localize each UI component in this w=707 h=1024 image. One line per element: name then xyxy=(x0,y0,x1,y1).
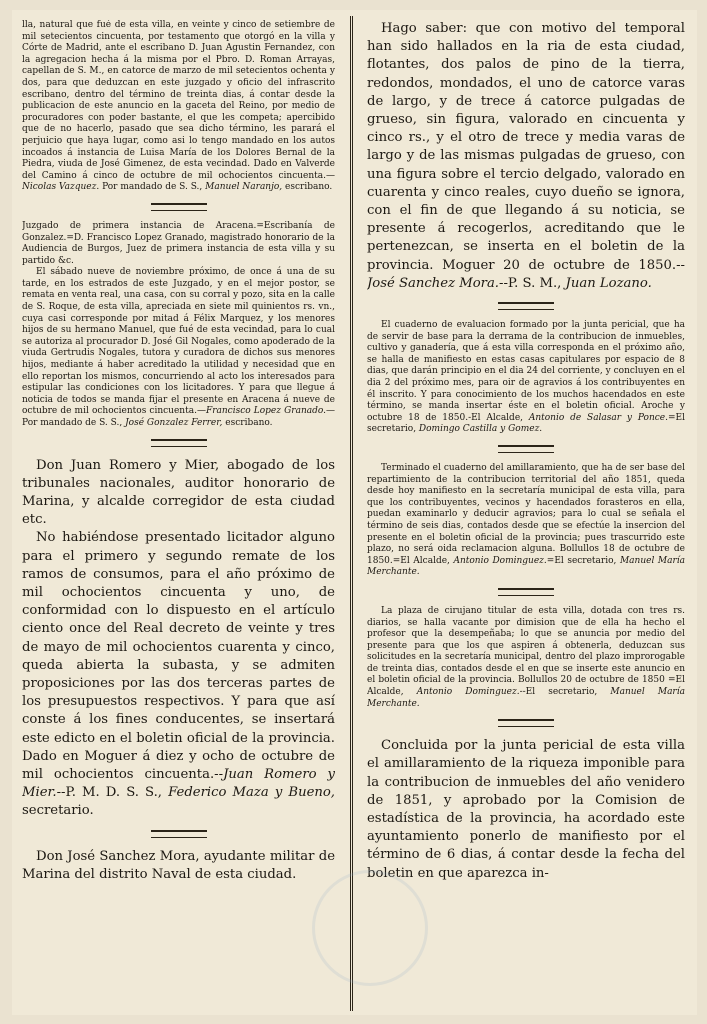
notice-bollullos-cirujano: La plaza de cirujano titular de esta villa, dotada con tres rs. diarios, se halla vacante por dimision que de ella ha hecho el profesor que la desempeñaba; lo que se anuncia por medio del presente para que los que aspiren á obtenerla, deduzcan sus solicitudes en la secretaría municipal, dentro del plazo improrogable de treinta dias, contados desde el en que se inserte este anuncio en el boletin oficial de la provincia. Bollullos 20 de octubre de 1850 =El Alcalde, Antonio Dominguez.--El secretario, Manuel María Merchante. xyxy=(367,605,685,709)
separator xyxy=(498,719,554,727)
notice-junta-pericial: Concluida por la junta pericial de esta villa el amillaramiento de la riqueza imponible para la contribucion de inmuebles del año venidero de 1851, y aprobado por la Comision de estadística de la provincia, ha acordado este ayuntamiento ponerlo de manifiesto por el término de 6 dias, á contar desde la fecha del boletin en que aparezca in- xyxy=(367,738,685,881)
separator xyxy=(151,830,207,838)
right-column xyxy=(367,20,685,1005)
separator xyxy=(498,588,554,596)
left-column xyxy=(22,20,335,1005)
notice-aroche: El cuaderno de evaluacion formado por la junta pericial, que ha de servir de base para la derrama de la contribucion de inmuebles, cultivo y ganadería, que á esta villa corresponda en el próximo año, se halla de manifiesto en estas casas capitulares por espacio de 8 dias, que darán principio en el dia 24 del corriente, y concluyen en el dia 2 del próximo mes, para oir de agravios á los contribuyentes en él inscrito. Y para conocimiento de los muchos hacendados en este término, se manda insertar éste en el boletin oficial. Aroche y octubre 18 de 1850.-El Alcalde, Antonio de Salasar y Ponce.=El secretario, Domingo Castilla y Gomez. xyxy=(367,320,685,435)
notice-marina-heading: Don José Sanchez Mora, ayudante militar de Marina del distrito Naval de esta ciudad. xyxy=(22,848,335,882)
newspaper-page xyxy=(12,10,697,1015)
notice-valverde: lla, natural que fué de esta villa, en veinte y cinco de setiembre de mil setecientos cincuenta, por testamento que otorgó en la villa y Córte de Madrid, ante el escribano D. Juan Agustin Fernandez, con la agregacion hecha á la misma por el Pbro. D. Roman Arrayas, capellan de S. M., en catorce de marzo de mil setecientos ochenta y dos, para que deduzcan en este juzgado y oficio del infrascrito escribano, dentro del término de treinta dias, á contar desde la publicacion de este anuncio en la gaceta del Reino, por medio de procuradores con poder bastante, el que les competa; apercibido que de no hacerlo, pasado que sea dicho término, les parará el perjuicio que haya lugar, como asi lo tengo mandado en los autos incoados á instancia de Luisa María de los Dolores Bernal de la Piedra, viuda de José Gimenez, de esta vecindad. Dado en Valverde del Camino á cinco de octubre de mil ochocientos cincuenta.—Nicolas Vazquez. Por mandado de S. S., Manuel Naranjo, escribano. xyxy=(22,20,335,193)
notice-bollullos-amillaramiento: Terminado el cuaderno del amillaramiento, que ha de ser base del repartimiento de la contribucion territorial del año 1851, queda desde hoy manifiesto en la secretaría municipal de esta villa, para que los contribuyentes, vecinos y hacendados forasteros en ella, puedan examinarlo y deducir agravios; para lo cual se señala el término de seis dias, contados desde que se efectúe la insercion del presente en el boletin oficial de la provincia; pues trascurrido este plazo, no será oida reclamacion alguna. Bollullos 18 de octubre de 1850.=El Alcalde, Antonio Dominguez.=El secretario, Manuel María Merchante. xyxy=(367,462,685,578)
notice-timber-found: Hago saber: que con motivo del temporal han sido hallados en la ria de esta ciudad, flotantes, dos palos de pino de la tierra, redondos, mondados, el uno de catorce varas de largo, y de trece á catorce pulgadas de grueso, sin figura, valorado en cincuenta y cinco rs., y el otro de trece y media varas de largo y de las mismas pulgadas de grueso, con una figura sobre el tercio delgado, valorado en cuarenta y cinco reales, cuyo dueño se ignora, con el fin de que llegando á su noticia, se presente á recogerlos, acreditando que le pertenezcan, se inserta en el boletin de la provincia. Moguer 20 de octubre de 1850.--José Sanchez Mora.--P. S. M., Juan Lozano. xyxy=(367,21,685,291)
separator xyxy=(498,445,554,453)
notice-moguer-body: No habiéndose presentado licitador alguno para el primero y segundo remate de los ramos de consumos, para el año próximo de mil ochocientos cincuenta y uno, de conformidad con lo dispuesto en el artículo ciento once del Real decreto de veinte y tres de mayo de mil ochocientos cuarenta y cinco, queda abierta la subasta, y se admiten proposiciones por las dos terceras partes de los presupuestos respectivos. Y para que así conste á los fines conducentes, se insertará este edicto en el boletin oficial de la provincia. Dado en Moguer á diez y ocho de octubre de mil ochocientos cincuenta.--Juan Romero y Mier.--P. M. D. S. S., Federico Maza y Bueno, secretario. xyxy=(22,530,335,819)
notice-aracena-heading: Juzgado de primera instancia de Aracena.=Escribanía de Gonzalez.=D. Francisco Lopez Granado, magistrado honorario de la Audiencia de Burgos, Juez de primera instancia de esta villa y su partido &c. xyxy=(22,220,335,266)
notice-moguer-heading: Don Juan Romero y Mier, abogado de los tribunales nacionales, auditor honorario de Marina, y alcalde corregidor de esta ciudad etc. xyxy=(22,457,335,528)
separator xyxy=(151,203,207,211)
separator xyxy=(151,439,207,447)
notice-aracena-body: El sábado nueve de noviembre próximo, de once á una de su tarde, en los estrados de este Juzgado, y en el mejor postor, se remata en venta real, una casa, con su corral y pozo, sita en la calle de S. Roque, de esta villa, apreciada en siete mil quinientos rs. vn., cuya casi corresponde por mitad á Félix Marquez, y los menores hijos de su hermano Manuel, que fué de esta vecindad, para lo cual se autoriza al procurador D. José Gil Nogales, como apoderado de la viuda Gertrudis Nogales, tutora y curadora de dichos sus menores hijos, mediante á haber acreditado la utilidad y necesidad que en ello reportan los mismos, concurriendo al acto los interesados para estipular las condiciones con los licitadores. Y para que llegue á noticia de todos se manda fijar el presente en Aracena á nueve de octubre de mil ochocientos cincuenta.—Francisco Lopez Granado.—Por mandado de S. S., José Gonzalez Ferrer, escribano. xyxy=(22,267,335,428)
separator xyxy=(498,302,554,310)
column-divider xyxy=(350,16,351,1011)
